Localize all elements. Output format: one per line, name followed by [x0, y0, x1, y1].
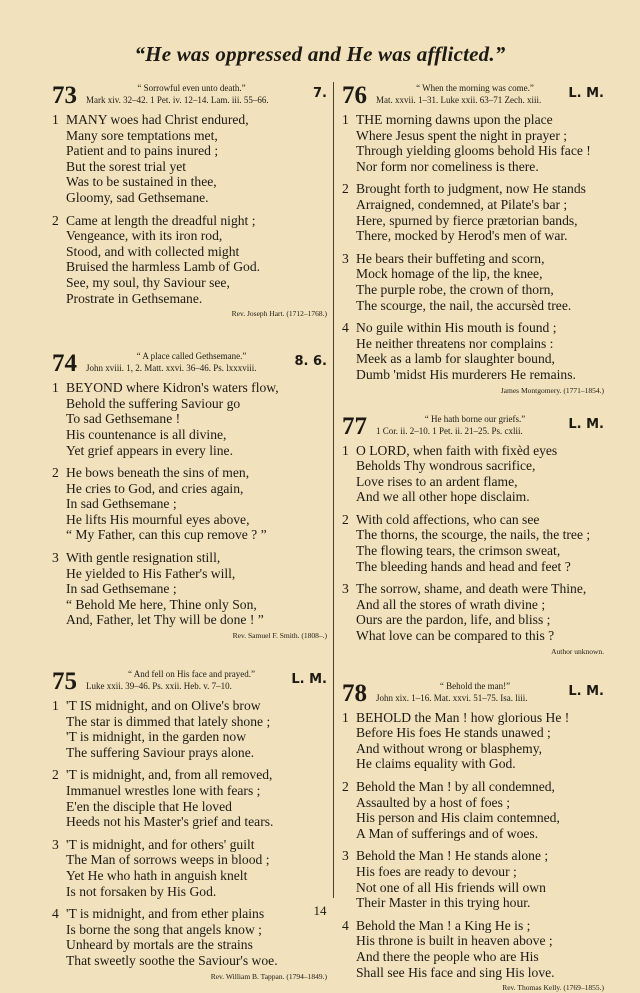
verse-text: Meek as a lamb for slaughter bound, [356, 351, 555, 367]
verse-line [342, 612, 604, 628]
hymn-refs: John xix. 1–16. Mat. xxvi. 51–75. Isa. liii. [376, 692, 528, 703]
stanza-number: 2 [52, 212, 59, 228]
stanza [342, 181, 604, 243]
verse-text: Mock homage of the lip, the knee, [356, 266, 543, 282]
stanza [52, 837, 327, 899]
verse-line [52, 953, 327, 969]
verse-line [342, 848, 604, 864]
verse-line [342, 795, 604, 811]
verse-line [342, 512, 604, 528]
hymn-number: 75 [52, 668, 77, 696]
verse-text: Love rises to an ardent flame, [356, 473, 518, 489]
verse-text: The suffering Saviour prays alone. [66, 744, 255, 760]
verse-text: Stood, and with collected might [66, 243, 240, 259]
verse-text: He claims equality with God. [356, 756, 516, 772]
hymn-subtitle: “ Sorrowful even unto death.” [137, 83, 246, 93]
stanza-number: 2 [52, 767, 59, 783]
verse-text: And, Father, let Thy will be done ! ” [66, 612, 264, 628]
verse-line [52, 814, 327, 830]
verse-line [342, 933, 604, 949]
hymn-author: Rev. Joseph Hart. (1712–1768.) [231, 309, 327, 319]
verse-text: See, my soul, thy Saviour see, [66, 274, 230, 290]
verse-text: Behold the suffering Saviour go [66, 395, 241, 411]
verse-line [52, 174, 327, 190]
verse-line [342, 458, 604, 474]
verse-line [342, 298, 604, 314]
hymn-meter: L. M. [291, 672, 327, 688]
hymn-subtitle: “ He hath borne our griefs.” [424, 413, 526, 424]
verse-line [52, 837, 327, 853]
hymn-number: 78 [342, 679, 367, 707]
stanza [342, 320, 604, 382]
hymn-73 [52, 82, 327, 319]
verse-line [342, 965, 604, 981]
verse-text: Is borne the song that angels know ; [66, 921, 262, 937]
stanza-number: 1 [52, 698, 59, 714]
verse-text: BEYOND where Kidron's waters flow, [66, 380, 279, 396]
verse-text: Gloomy, sad Gethsemane. [66, 189, 209, 205]
stanza [52, 465, 327, 543]
stanza-number: 2 [342, 511, 349, 527]
verse-text: He lifts His mournful eyes above, [66, 511, 250, 527]
verse-text: That sweetly soothe the Saviour's woe. [66, 952, 278, 968]
verse-line [342, 251, 604, 267]
verse-text: A Man of sufferings and of woes. [356, 825, 539, 841]
hymn-refs: 1 Cor. ii. 2–10. 1 Pet. ii. 21–25. Ps. cxlii. [376, 425, 523, 436]
stanza [52, 698, 327, 760]
hymn-meter: 8. 6. [294, 354, 327, 370]
right-column [342, 82, 604, 993]
verse-line [342, 949, 604, 965]
verse-line [342, 128, 604, 144]
stanza [342, 251, 604, 313]
verse-text: The star is dimmed that lately shone ; [66, 713, 271, 729]
verse-text: The Man of sorrows weeps in blood ; [66, 852, 270, 868]
verse-line [342, 474, 604, 490]
verse-text: Here, spurned by fierce prætorian bands, [356, 212, 578, 228]
verse-line [52, 291, 327, 307]
hymn-header [342, 82, 604, 112]
hymn-subtitle: “ A place called Gethsemane.” [136, 351, 247, 362]
hymn-author: Author unknown. [551, 646, 604, 656]
verse-line [342, 710, 604, 726]
verse-text: To sad Gethsemane ! [66, 411, 181, 427]
hymn-78 [342, 680, 604, 993]
hymn-number: 74 [52, 350, 77, 378]
verse-text: Heeds not his Master's grief and tears. [66, 814, 274, 830]
verse-line [52, 698, 327, 714]
verse-line [52, 228, 327, 244]
verse-text: The sorrow, shame, and death were Thine, [356, 581, 587, 597]
verse-line [52, 612, 327, 628]
stanza-number: 3 [342, 581, 349, 597]
verse-text: Arraigned, condemned, at Pilate's bar ; [356, 196, 568, 212]
stanza-number: 3 [342, 250, 349, 266]
verse-line [342, 725, 604, 741]
hymn-header [342, 413, 604, 443]
verse-line [52, 244, 327, 260]
verse-text: Is not forsaken by His God. [66, 883, 217, 899]
hymn-76 [342, 82, 604, 396]
verse-text: With cold affections, who can see [356, 511, 540, 527]
verse-text: E'en the disciple that He loved [66, 798, 232, 814]
verse-text: 'T IS midnight, and on Olive's brow [66, 698, 261, 714]
verse-text: “ Behold Me here, Thine only Son, [66, 596, 257, 612]
verse-text: Vengeance, with its iron rod, [66, 228, 223, 244]
verse-line [52, 159, 327, 175]
verse-line [342, 826, 604, 842]
verse-text: He yielded to His Father's will, [66, 565, 236, 581]
verse-line [52, 922, 327, 938]
verse-line [52, 380, 327, 396]
hymn-number: 73 [52, 82, 77, 109]
verse-text: He neither threatens nor complains : [356, 335, 554, 351]
verse-line [342, 181, 604, 197]
verse-text: Patient and to pains inured ; [66, 143, 219, 159]
verse-line [52, 411, 327, 427]
verse-line [342, 489, 604, 505]
verse-text: Behold the Man ! by all condemned, [356, 779, 555, 794]
verse-text: 'T is midnight, and for others' guilt [66, 836, 255, 852]
verse-text: Not one of all His friends will own [356, 879, 546, 895]
verse-line [52, 729, 327, 745]
verse-line [342, 918, 604, 934]
hymn-header [342, 680, 604, 710]
verse-line [52, 213, 327, 229]
verse-line [342, 597, 604, 613]
stanza-number: 3 [52, 836, 59, 852]
verse-line [52, 443, 327, 459]
verse-line [342, 880, 604, 896]
stanza [52, 550, 327, 628]
verse-text: Ours are the pardon, life, and bliss ; [356, 612, 551, 628]
verse-text: O LORD, when faith with fixèd eyes [356, 442, 558, 458]
verse-text: He bows beneath the sins of men, [66, 465, 250, 481]
verse-line [342, 756, 604, 772]
hymn-header [52, 82, 327, 112]
verse-text: But the sorest trial yet [66, 158, 187, 174]
verse-text: The scourge, the nail, the accursèd tree. [356, 297, 572, 313]
verse-text: Many sore temptations met, [66, 127, 218, 143]
verse-text: Prostrate in Gethsemane. [66, 290, 203, 306]
verse-line [52, 396, 327, 412]
hymn-74 [52, 350, 327, 641]
hymn-author: Rev. William B. Tappan. (1794–1849.) [210, 971, 327, 981]
verse-line [342, 741, 604, 757]
hymn-subtitle: “ And fell on His face and prayed.” [128, 669, 255, 680]
hymn-author: Rev. Thomas Kelly. (1769–1855.) [502, 983, 604, 993]
verse-line [342, 864, 604, 880]
stanza-number: 4 [342, 917, 349, 933]
verse-text: No guile within His mouth is found ; [356, 320, 557, 336]
verse-line [52, 581, 327, 597]
verse-line [52, 884, 327, 900]
verse-line [342, 559, 604, 575]
verse-line [52, 143, 327, 159]
verse-text: Was to be sustained in thee, [66, 174, 217, 190]
verse-line [52, 112, 327, 128]
verse-text: Their Master in this trying hour. [356, 895, 531, 911]
verse-line [52, 481, 327, 497]
verse-text: Behold the Man ! a King He is ; [356, 917, 531, 933]
verse-text: THE morning dawns upon the place [356, 112, 553, 127]
verse-line [52, 566, 327, 582]
verse-text: His countenance is all divine, [66, 426, 227, 442]
stanza [52, 380, 327, 458]
stanza [342, 512, 604, 574]
verse-line [342, 779, 604, 795]
verse-text: Through yielding glooms behold His face ! [356, 143, 591, 159]
verse-text: Yet grief appears in every line. [66, 442, 233, 458]
verse-text: He bears their buffeting and scorn, [356, 250, 545, 266]
hymn-subtitle: “ Behold the man!” [439, 680, 511, 691]
verse-text: Immanuel wrestles lone with fears ; [66, 783, 261, 798]
hymn-refs: Mat. xxvii. 1–31. Luke xxii. 63–71 Zech. xiii. [376, 95, 542, 105]
verse-line [342, 112, 604, 128]
stanza [342, 918, 604, 980]
verse-line [342, 527, 604, 543]
verse-line [52, 465, 327, 481]
stanza [342, 779, 604, 841]
verse-line [342, 443, 604, 459]
verse-line [52, 512, 327, 528]
stanza-number: 2 [342, 779, 349, 794]
verse-line [52, 852, 327, 868]
hymn-meter: 7. [313, 86, 327, 101]
hymn-meter: L. M. [568, 416, 604, 432]
stanza [52, 112, 327, 206]
hymn-number: 76 [342, 82, 367, 109]
hymn-header [52, 668, 327, 698]
verse-line [342, 628, 604, 644]
hymn-refs: Luke xxii. 39–46. Ps. xxii. Heb. v. 7–10. [86, 681, 232, 692]
verse-text: Nor form nor comeliness is there. [356, 158, 539, 174]
verse-text: Before His foes He stands unawed ; [356, 725, 551, 741]
verse-line [52, 783, 327, 799]
verse-line [52, 714, 327, 730]
verse-text: Shall see His face and sing His love. [356, 964, 555, 980]
verse-line [342, 543, 604, 559]
verse-text: His foes are ready to devour ; [356, 863, 517, 879]
verse-line [342, 810, 604, 826]
verse-text: 'T is midnight, and, from all removed, [66, 767, 273, 783]
verse-line [342, 320, 604, 336]
verse-line [52, 128, 327, 144]
column-divider [333, 82, 334, 898]
verse-text: 'T is midnight, and from ether plains [66, 906, 265, 922]
verse-text: In sad Gethsemane ; [66, 581, 177, 597]
hymn-refs: Mark xiv. 32–42. 1 Pet. iv. 12–14. Lam. iii. 55–66. [86, 95, 269, 105]
stanza [52, 213, 327, 307]
verse-line [52, 427, 327, 443]
verse-line [52, 868, 327, 884]
verse-text: The flowing tears, the crimson sweat, [356, 543, 561, 559]
stanza [342, 581, 604, 643]
verse-text: The thorns, the scourge, the nails, the tree ; [356, 527, 591, 543]
verse-text: “ My Father, can this cup remove ? ” [66, 527, 267, 543]
verse-line [52, 745, 327, 761]
verse-text: And all the stores of wrath divine ; [356, 596, 546, 612]
stanza-number: 3 [52, 550, 59, 566]
verse-line [52, 275, 327, 291]
hymn-75 [52, 668, 327, 982]
stanza [342, 848, 604, 910]
verse-line [342, 351, 604, 367]
stanza [52, 767, 327, 829]
hymn-author: Rev. Samuel F. Smith. (1808–.) [232, 631, 327, 641]
stanza [342, 112, 604, 174]
stanza-number: 1 [342, 709, 349, 725]
stanza-number: 1 [52, 112, 59, 127]
left-column [52, 82, 327, 982]
verse-text: In sad Gethsemane ; [66, 496, 177, 512]
verse-text: Where Jesus spent the night in prayer ; [356, 127, 568, 143]
page-title: “He was oppressed and He was afflicted.” [134, 42, 506, 66]
verse-text: What love can be compared to this ? [356, 628, 555, 644]
verse-line [342, 282, 604, 298]
stanza-number: 4 [52, 906, 59, 922]
verse-line [52, 527, 327, 543]
verse-line [342, 336, 604, 352]
verse-text: Brought forth to judgment, now He stands [356, 181, 586, 197]
verse-line [342, 228, 604, 244]
verse-text: And there the people who are His [356, 948, 539, 964]
hymn-header [52, 350, 327, 380]
stanza-number: 3 [342, 848, 349, 864]
stanza [342, 710, 604, 772]
verse-text: Unheard by mortals are the strains [66, 937, 253, 953]
verse-line [342, 159, 604, 175]
hymn-meter: L. M. [568, 86, 604, 101]
hymn-author: James Montgomery. (1771–1854.) [500, 385, 604, 395]
verse-line [52, 937, 327, 953]
hymn-number: 77 [342, 412, 367, 440]
hymn-meter: L. M. [568, 683, 604, 699]
verse-text: 'T is midnight, in the garden now [66, 729, 247, 745]
stanza-number: 1 [52, 380, 59, 396]
verse-line [342, 143, 604, 159]
verse-line [52, 496, 327, 512]
verse-line [52, 259, 327, 275]
verse-text: Bruised the harmless Lamb of God. [66, 259, 261, 275]
stanza [342, 443, 604, 505]
stanza-number: 1 [342, 112, 349, 127]
verse-text: And without wrong or blasphemy, [356, 740, 543, 756]
verse-line [52, 550, 327, 566]
verse-text: Dumb 'midst His murderers He remains. [356, 366, 576, 382]
stanza-number: 2 [52, 465, 59, 481]
verse-text: The purple robe, the crown of thorn, [356, 281, 554, 297]
verse-text: Behold the Man ! He stands alone ; [356, 848, 549, 864]
verse-line [342, 581, 604, 597]
page-number: 14 [313, 903, 327, 918]
verse-line [52, 597, 327, 613]
verse-text: Came at length the dreadful night ; [66, 212, 256, 228]
verse-text: With gentle resignation still, [66, 550, 221, 566]
verse-line [52, 767, 327, 783]
stanza-number: 1 [342, 442, 349, 458]
stanza-number: 4 [342, 320, 349, 336]
verse-line [342, 266, 604, 282]
verse-text: His person and His claim contemned, [356, 810, 560, 826]
verse-line [342, 213, 604, 229]
hymn-77 [342, 413, 604, 657]
verse-text: His throne is built in heaven above ; [356, 933, 553, 949]
hymn-subtitle: “ When the morning was come.” [416, 83, 534, 93]
verse-text: And we all other hope disclaim. [356, 489, 530, 505]
verse-text: The bleeding hands and head and feet ? [356, 558, 571, 574]
verse-text: MANY woes had Christ endured, [66, 112, 249, 127]
verse-text: Beholds Thy wondrous sacrifice, [356, 458, 536, 474]
verse-text: BEHOLD the Man ! how glorious He ! [356, 709, 570, 725]
verse-line [52, 799, 327, 815]
verse-line [342, 367, 604, 383]
verse-line [342, 197, 604, 213]
verse-line [52, 190, 327, 206]
hymn-refs: John xviii. 1, 2. Matt. xxvi. 36–46. Ps. lxxxviii. [86, 363, 257, 374]
verse-text: There, mocked by Herod's men of war. [356, 228, 568, 244]
verse-text: He cries to God, and cries again, [66, 480, 244, 496]
verse-text: Yet He who hath in anguish knelt [66, 867, 248, 883]
stanza-number: 2 [342, 181, 349, 197]
verse-text: Assaulted by a host of foes ; [356, 794, 511, 810]
